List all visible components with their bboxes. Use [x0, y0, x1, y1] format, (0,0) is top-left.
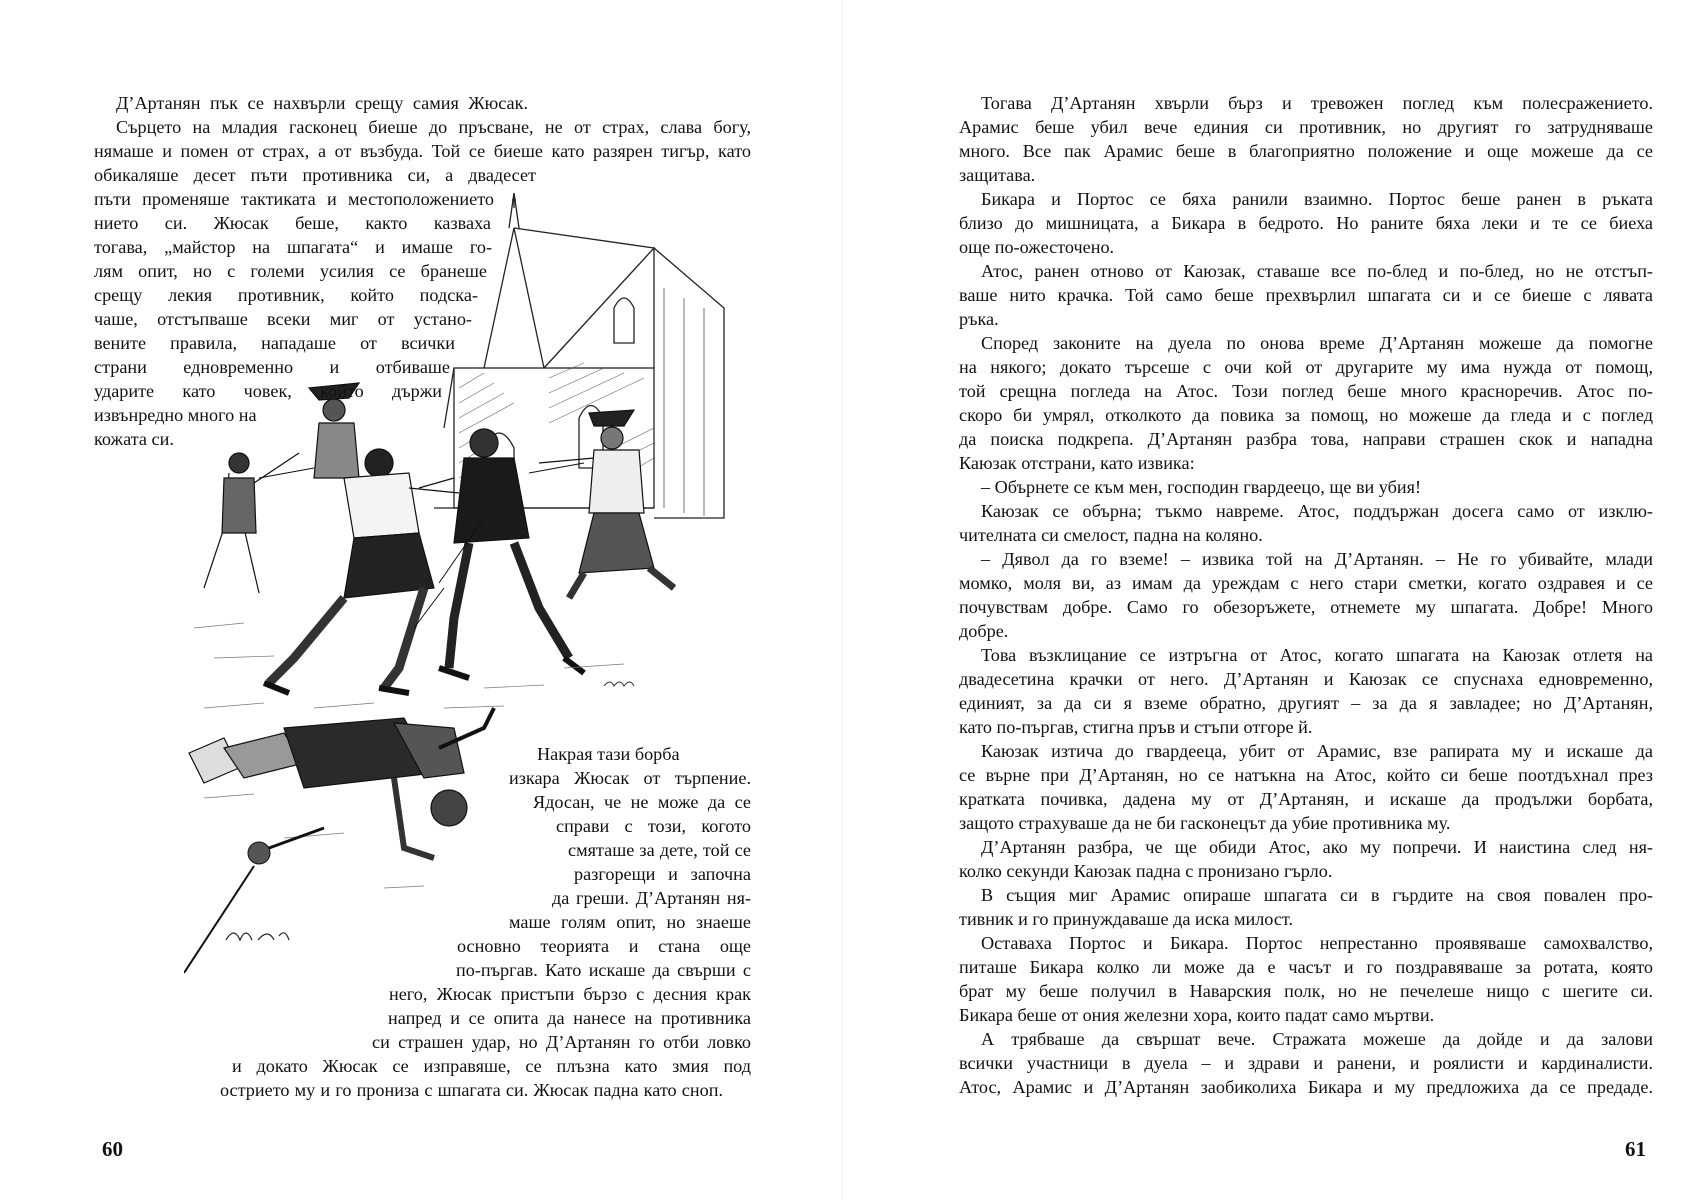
text-line: основно теорията и стана още	[457, 936, 751, 956]
text-line: Каюзак изтича до гвардееца, убит от Арамис, взе рапирата му и искаше да	[981, 741, 1653, 761]
text-line: Според законите на дуела по онова време Д’Артанян можеше да помогне	[981, 333, 1653, 353]
text-line: вените правила, нападаше от всички	[94, 333, 455, 353]
text-line: Оставаха Портос и Бикара. Портос непрестанно проявяваше самохвалство,	[981, 933, 1653, 953]
text-line: пъти променяше тактиката и местоположението	[94, 189, 494, 209]
text-line: чителната си смелост, падна на коляно.	[959, 525, 1263, 545]
text-line: скоро би умрял, отколкото да повика за помощ, но можеше да гледа и с поглед	[959, 405, 1653, 425]
text-line: напред и се опита да нанесе на противника	[388, 1008, 751, 1028]
text-line: тогава, „майстор на шпагата“ и имаше го-	[94, 237, 492, 257]
text-line: острието му и го прониза с шпагата си. Жюсак падна като сноп.	[220, 1080, 723, 1100]
text-line: разгорещи и започна	[574, 864, 751, 884]
text-line: почувствам добре. Само го обезоръжете, отнемете му шпагата. Добре! Много	[959, 597, 1653, 617]
text-line: срещу лекия противник, който подска-	[94, 285, 478, 305]
text-line: Д’Артанян разбра, че ще обиди Атос, ако му попречи. И наистина след ня-	[981, 837, 1653, 857]
text-line: смяташе за дете, той се	[568, 840, 751, 860]
left-page	[0, 0, 842, 1200]
text-line: като по-пъргав, стигна пръв и стъпи отгоре й.	[959, 717, 1313, 737]
text-line: защото страхуваше да не би гасконецът да убие противника му.	[959, 813, 1451, 833]
text-line: Арамис беше убил вече единия си противник, но другият го затрудняваше	[959, 117, 1653, 137]
text-line: близо до мишницата, а Бикара в бедрото. Но раните бяха леки и те се биеха	[959, 213, 1653, 233]
text-line: да греши. Д’Артанян ня-	[552, 888, 751, 908]
text-line: – Обърнете се към мен, господин гвардеецо, ще ви убия!	[981, 477, 1422, 497]
text-line: Сърцето на младия гасконец биеше до пръсване, не от страх, слава богу,	[116, 117, 751, 137]
text-line: лям опит, но с големи усилия се бранеше	[94, 261, 487, 281]
text-line: той срещна погледа на Атос. Този поглед беше много красноречив. Атос по-	[959, 381, 1653, 401]
text-line: да поиска подкрепа. Д’Артанян разбра това, направи страшен скок и нападна	[959, 429, 1653, 449]
text-line: – Дявол да го вземе! – извика той на Д’Артанян. – Не го убивайте, млади	[981, 549, 1653, 569]
text-line: Тогава Д’Артанян хвърли бърз и тревожен поглед към полесражението.	[981, 93, 1653, 113]
text-line: на някого; докато търсеше с очи кой от другарите му има нужда от помощ,	[959, 357, 1653, 377]
text-line: много. Все пак Арамис беше в благоприятно положение и още можеше да се	[959, 141, 1653, 161]
text-line: ръка.	[959, 309, 999, 329]
text-line: питаше Бикара колко ли може да е часът и го поздравяваше за ротата, която	[959, 957, 1653, 977]
text-line: В същия миг Арамис опираше шпагата си в гърдите на своя повален про-	[981, 885, 1653, 905]
text-line: Бикара беше от ония железни хора, които падат само мъртви.	[959, 1005, 1435, 1025]
text-line: извънредно много на	[94, 405, 257, 425]
text-line: момко, моля ви, аз имам да уреждам с него стари сметки, когато оздравея и се	[959, 573, 1653, 593]
text-line: защитава.	[959, 165, 1036, 185]
fallen-fencer-drawing	[189, 708, 494, 858]
text-line: по-пъргав. Като искаше да свърши с	[456, 960, 751, 980]
text-line: тивник и го принуждаваше да иска милост.	[959, 909, 1294, 929]
text-line: нямаше и помен от страх, а от възбуда. Той се биеше като разярен тигър, като	[94, 141, 751, 161]
text-line: ударите като човек, който държи	[94, 381, 442, 401]
text-line: Атос, ранен отново от Каюзак, ставаше все по-блед и по-блед, но не отстъп-	[981, 261, 1653, 281]
text-line: и докато Жюсак се изправяше, се плъзна като змия под	[232, 1056, 751, 1076]
text-line: двадесетина крачки от него. Д’Артанян и Каюзак се спуснаха едновременно,	[959, 669, 1653, 689]
text-line: А трябваше да свършат вече. Стражата можеше да дойде и да залови	[981, 1029, 1653, 1049]
dropped-sword-drawing	[184, 828, 324, 973]
text-line: кожата си.	[94, 429, 174, 449]
page-number-left: 60	[102, 1137, 123, 1161]
text-line: колко секунди Каюзак падна с пронизано гърло.	[959, 861, 1333, 881]
text-line: Ядосан, че не може да се	[533, 792, 751, 812]
text-line: маше голям опит, но знаеше	[509, 912, 751, 932]
text-line: изкара Жюсак от търпение.	[509, 768, 751, 788]
text-line: нието си. Жюсак беше, както казваха	[94, 213, 491, 233]
text-line: Каюзак отстрани, като извика:	[959, 453, 1195, 473]
text-line: Това възклицание се изтръгна от Атос, когато шпагата на Каюзак отлетя на	[981, 645, 1653, 665]
page-number-right: 61	[1625, 1137, 1646, 1161]
artist-signature	[226, 933, 289, 940]
engraver-mark	[604, 682, 634, 686]
text-line: Д’Артанян пък се нахвърли срещу самия Жюсак.	[116, 93, 528, 113]
text-line: се върне при Д’Артанян, но се натъкна на Атос, който си беше поотдъхнал през	[959, 765, 1653, 785]
text-line: брат му беше получил в Наварския полк, но не печелеше нищо с шегите си.	[959, 981, 1653, 1001]
text-line: кратката почивка, дадена му от Д’Артанян, и искаше да продължи борбата,	[959, 789, 1653, 809]
text-line: Бикара и Портос се бяха ранили взаимно. Портос беше ранен в ръката	[981, 189, 1653, 209]
text-line: си страшен удар, но Д’Артанян го отби ловко	[372, 1032, 751, 1052]
text-line: всички участници в дуела – и здрави и ранени, и роялисти и кардиналисти.	[959, 1053, 1653, 1073]
text-line: чаше, отстъпваше всеки миг от устано-	[94, 309, 472, 329]
text-line: обикаляше десет пъти противника си, а двадесет	[94, 165, 536, 185]
right-page	[842, 0, 1685, 1200]
text-line: справи с този, когото	[556, 816, 751, 836]
text-line: Каюзак се обърна; тъкмо навреме. Атос, поддържан досега само от изклю-	[981, 501, 1653, 521]
text-line: добре.	[959, 621, 1009, 641]
text-line: ваше нито крачка. Той само беше прехвърлил шпагата си и се биеше с лявата	[959, 285, 1653, 305]
text-line: Атос, Арамис и Д’Артанян заобиколиха Бикара и му предложиха да се предаде.	[959, 1077, 1653, 1097]
text-line: още по-ожесточено.	[959, 237, 1115, 257]
text-line: Накрая тази борба	[537, 744, 680, 764]
text-line: страни едновременно и отбиваше	[94, 357, 450, 377]
text-line: единият, за да си я вземе обратно, другият – за да я завладее; но Д’Артанян,	[959, 693, 1653, 713]
text-line: него, Жюсак пристъпи бързо с десния крак	[389, 984, 751, 1004]
